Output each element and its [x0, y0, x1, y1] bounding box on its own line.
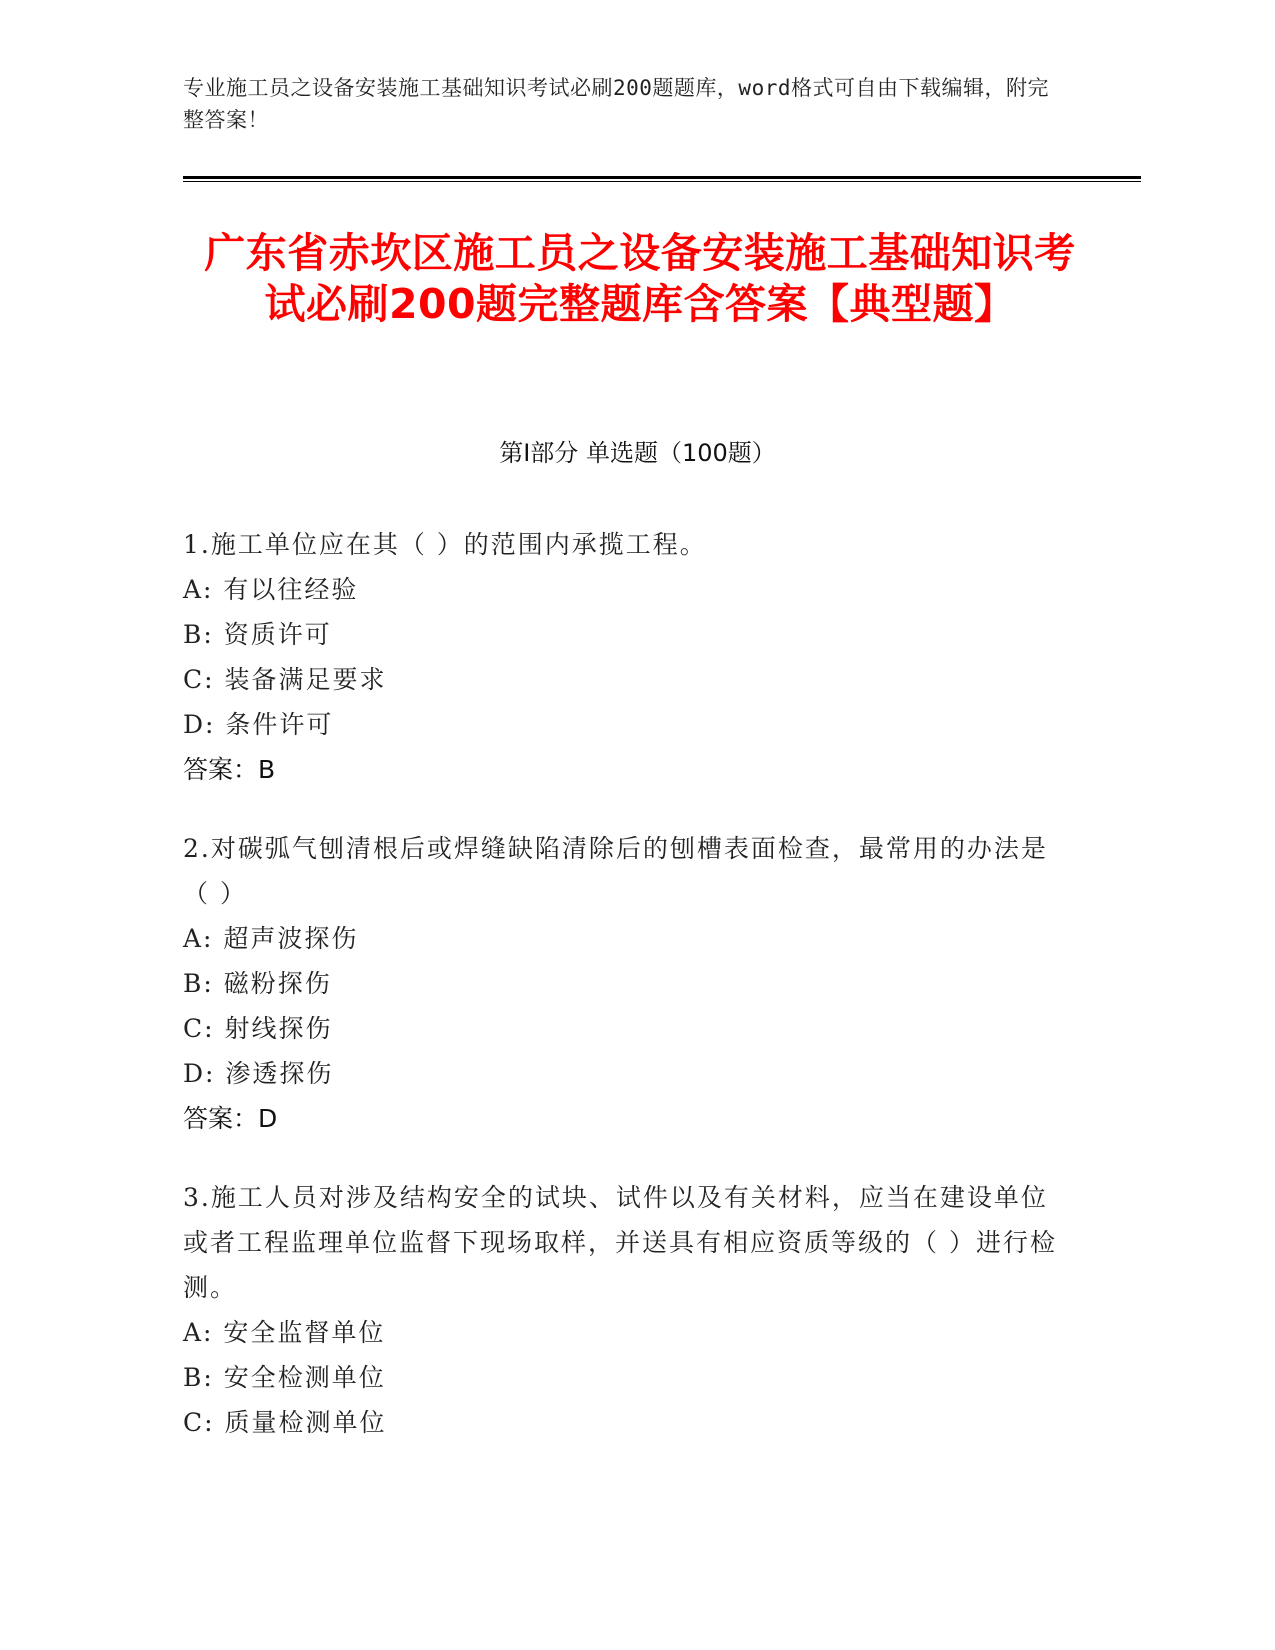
document-title: 广东省赤坎区施工员之设备安装施工基础知识考试必刷200题完整题库含答案【典型题】: [204, 229, 1076, 328]
question-stem: 1.施工单位应在其（ ）的范围内承揽工程。: [183, 530, 707, 559]
option-b: B: 磁粉探伤: [183, 969, 332, 998]
option-c: C: 质量检测单位: [183, 1408, 387, 1437]
question-answer: 答案：B: [183, 755, 276, 784]
question-list: [183, 522, 1063, 1479]
option-c: C: 射线探伤: [183, 1014, 333, 1043]
option-a: A: 安全监督单位: [183, 1318, 386, 1347]
question-answer: 答案：D: [183, 1104, 278, 1133]
header-rule-thick: [183, 176, 1141, 179]
option-d: D: 条件许可: [183, 710, 334, 739]
option-b: B: 资质许可: [183, 620, 332, 649]
question-2: [183, 826, 1063, 1141]
option-c: C: 装备满足要求: [183, 665, 387, 694]
header-rule-thin: [183, 181, 1141, 182]
question-3: [183, 1175, 1063, 1445]
option-a: A: 有以往经验: [183, 575, 359, 604]
question-stem: 2.对碳弧气刨清根后或焊缝缺陷清除后的刨槽表面检查，最常用的办法是（ ）: [183, 834, 1048, 908]
option-a: A: 超声波探伤: [183, 924, 359, 953]
option-d: D: 渗透探伤: [183, 1059, 334, 1088]
section-heading: 第Ⅰ部分 单选题（100题）: [499, 439, 776, 467]
option-b: B: 安全检测单位: [183, 1363, 386, 1392]
question-stem: 3.施工人员对涉及结构安全的试块、试件以及有关材料，应当在建设单位或者工程监理单位监督下现场取样，并送具有相应资质等级的（ ）进行检测。: [183, 1183, 1057, 1302]
header-note: 专业施工员之设备安装施工基础知识考试必刷200题题库，word格式可自由下载编辑，附完整答案！: [183, 76, 1049, 132]
question-1: [183, 522, 1063, 792]
